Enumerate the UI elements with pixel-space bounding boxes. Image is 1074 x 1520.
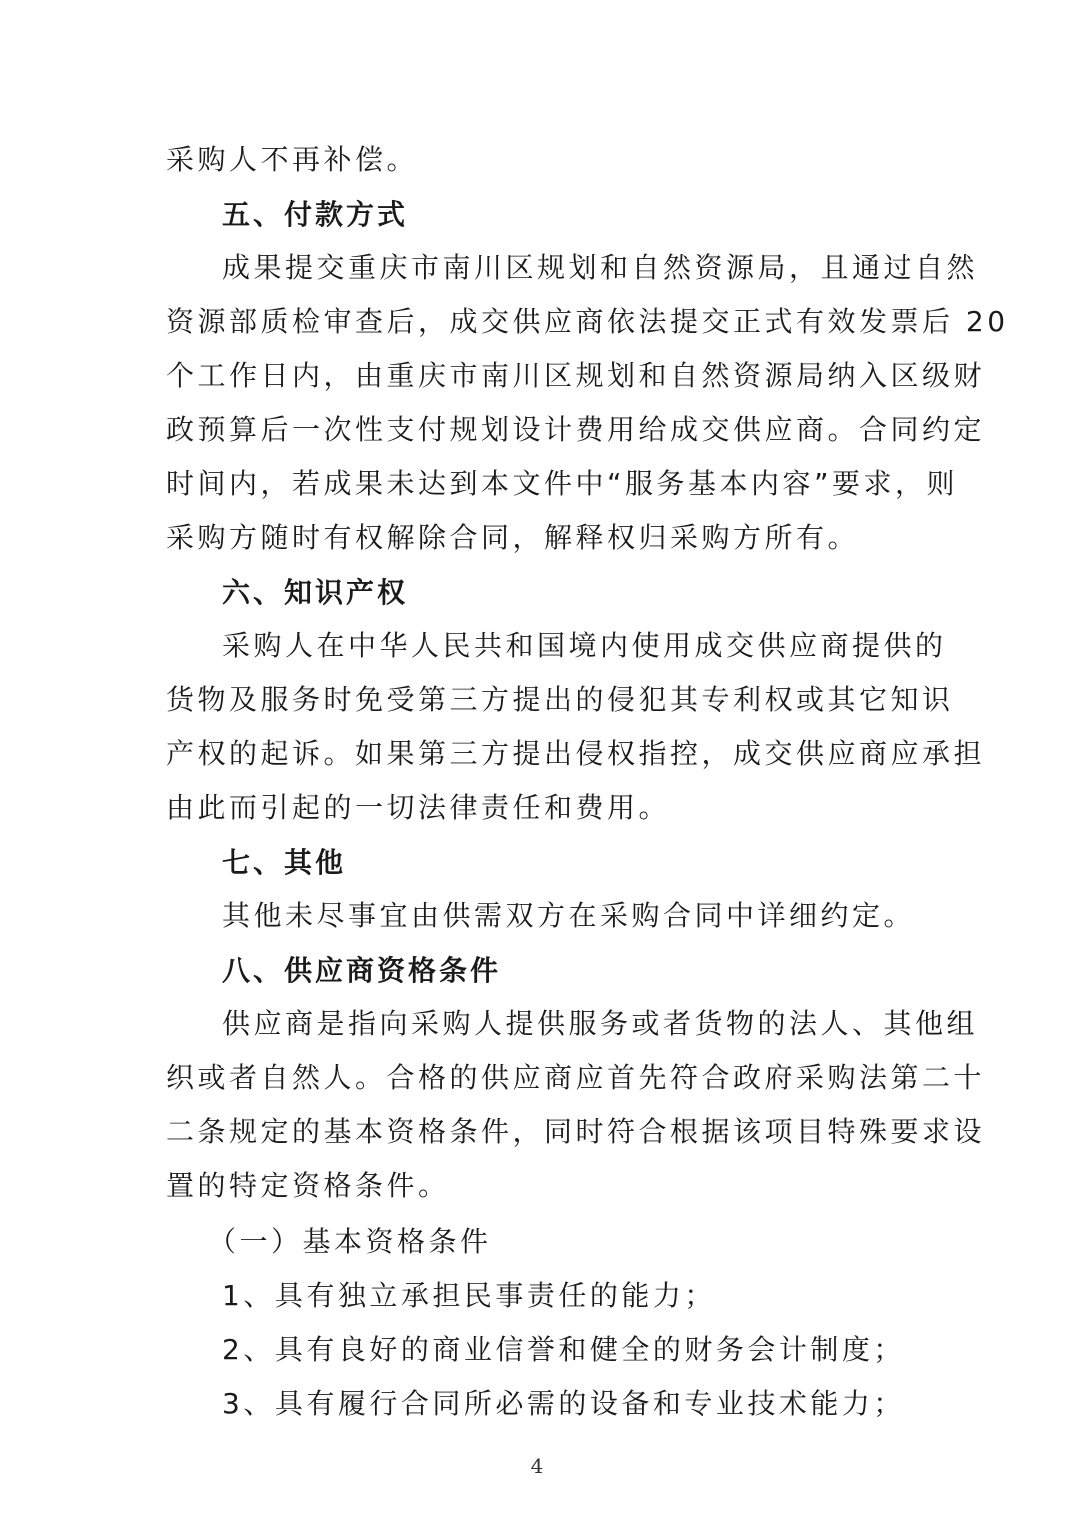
text-line: 由此而引起的一切法律责任和费用。 — [166, 791, 671, 824]
text-line: 个工作日内，由重庆市南川区规划和自然资源局纳入区级财 — [166, 359, 986, 392]
list-item: 1、具有独立承担民事责任的能力； — [222, 1279, 716, 1312]
subsection-heading-basic-qualifications: （一）基本资格条件 — [208, 1225, 492, 1258]
text-line: 二条规定的基本资格条件，同时符合根据该项目特殊要求设 — [166, 1115, 986, 1148]
text-line: 成果提交重庆市南川区规划和自然资源局，且通过自然 — [222, 251, 979, 284]
section-heading-other: 七、其他 — [222, 846, 347, 879]
text-line: 采购人在中华人民共和国境内使用成交供应商提供的 — [222, 629, 947, 662]
text-line: 其他未尽事宜由供需双方在采购合同中详细约定。 — [222, 899, 916, 932]
text-line: 采购方随时有权解除合同，解释权归采购方所有。 — [166, 521, 860, 554]
list-item: 2、具有良好的商业信誉和健全的财务会计制度； — [222, 1333, 905, 1366]
text-line: 资源部质检审查后，成交供应商依法提交正式有效发票后 20 — [166, 305, 1009, 338]
section-heading-supplier-qualifications: 八、供应商资格条件 — [222, 954, 502, 987]
page-number: 4 — [530, 1454, 544, 1478]
list-item: 3、具有履行合同所必需的设备和专业技术能力； — [222, 1387, 905, 1420]
text-line: 采购人不再补偿。 — [166, 143, 419, 176]
text-line: 供应商是指向采购人提供服务或者货物的法人、其他组 — [222, 1007, 979, 1040]
text-line: 时间内，若成果未达到本文件中“服务基本内容”要求，则 — [166, 467, 959, 500]
text-line: 织或者自然人。合格的供应商应首先符合政府采购法第二十 — [166, 1061, 986, 1094]
text-line: 货物及服务时免受第三方提出的侵犯其专利权或其它知识 — [166, 683, 954, 716]
section-heading-ip: 六、知识产权 — [222, 576, 409, 609]
section-heading-payment: 五、付款方式 — [222, 198, 409, 231]
text-line: 产权的起诉。如果第三方提出侵权指控，成交供应商应承担 — [166, 737, 986, 770]
text-line: 政预算后一次性支付规划设计费用给成交供应商。合同约定 — [166, 413, 986, 446]
text-line: 置的特定资格条件。 — [166, 1169, 450, 1202]
